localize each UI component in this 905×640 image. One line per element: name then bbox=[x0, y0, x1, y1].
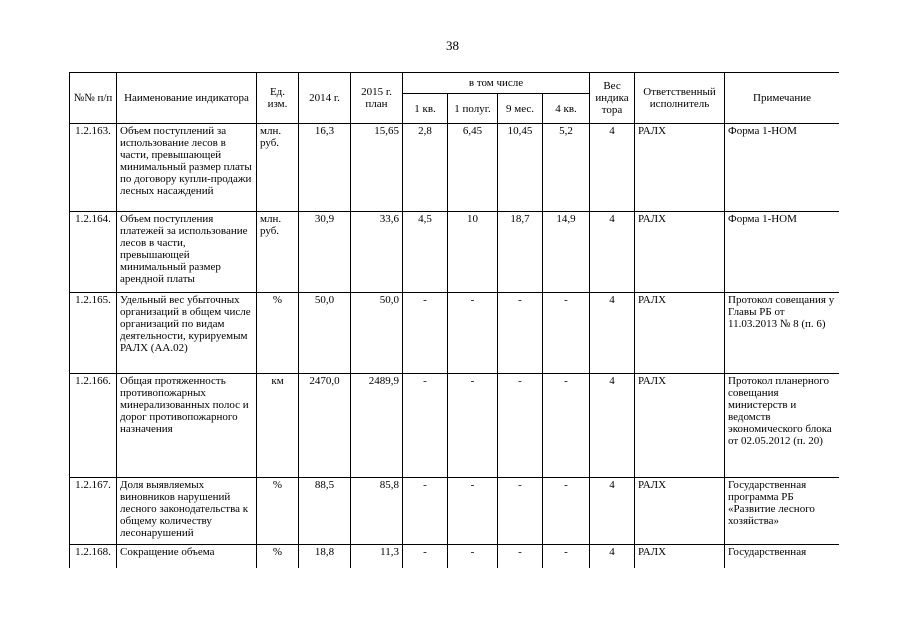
row-q1: 4,5 bbox=[403, 212, 448, 293]
row-2014: 30,9 bbox=[299, 212, 351, 293]
row-note: Форма 1-НОМ bbox=[725, 212, 839, 293]
row-2015: 15,65 bbox=[351, 124, 403, 212]
table-header bbox=[70, 73, 840, 124]
row-responsible: РАЛХ bbox=[635, 124, 725, 212]
header-2014: 2014 г. bbox=[299, 73, 351, 124]
table-row bbox=[70, 293, 840, 374]
indicator-table-container bbox=[69, 72, 839, 568]
row-note: Протокол планерного совещания министерств и ведомств экономического блока от 02.05.2012 (п. 20) bbox=[725, 374, 839, 478]
row-9m: - bbox=[498, 478, 543, 545]
table-row bbox=[70, 478, 840, 545]
row-q4: 5,2 bbox=[543, 124, 590, 212]
row-name: Объем поступлений за использование лесов в части, превышающей минимальный размер платы по договору купли-продажи лесных насаждений bbox=[117, 124, 257, 212]
row-9m: 18,7 bbox=[498, 212, 543, 293]
row-name: Объем поступления платежей за использование лесов в части, превышающей минимальный размер арендной платы bbox=[117, 212, 257, 293]
row-name: Сокращение объема bbox=[117, 545, 257, 569]
row-weight: 4 bbox=[590, 545, 635, 569]
header-9m: 9 мес. bbox=[498, 94, 543, 124]
table-row bbox=[70, 545, 840, 569]
table-row bbox=[70, 374, 840, 478]
row-2014: 18,8 bbox=[299, 545, 351, 569]
row-q1: - bbox=[403, 545, 448, 569]
header-including: в том числе bbox=[403, 73, 590, 94]
row-unit: % bbox=[257, 293, 299, 374]
row-num: 1.2.165. bbox=[70, 293, 117, 374]
row-unit: км bbox=[257, 374, 299, 478]
row-2014: 16,3 bbox=[299, 124, 351, 212]
header-name: Наименование индикатора bbox=[117, 73, 257, 124]
row-2015: 50,0 bbox=[351, 293, 403, 374]
row-num: 1.2.166. bbox=[70, 374, 117, 478]
row-note: Государственная программа РБ «Развитие лесного хозяйства» bbox=[725, 478, 839, 545]
row-num: 1.2.164. bbox=[70, 212, 117, 293]
row-name: Удельный вес убыточных организаций в общем числе организаций по видам деятельности, курируемым РАЛХ (АА.02) bbox=[117, 293, 257, 374]
row-responsible: РАЛХ bbox=[635, 293, 725, 374]
row-name: Общая протяженность противопожарных минерализованных полос и дорог противопожарного назначения bbox=[117, 374, 257, 478]
row-h1: - bbox=[448, 374, 498, 478]
table-row bbox=[70, 212, 840, 293]
row-2015: 33,6 bbox=[351, 212, 403, 293]
row-q1: - bbox=[403, 478, 448, 545]
row-weight: 4 bbox=[590, 293, 635, 374]
row-note: Государственная bbox=[725, 545, 839, 569]
row-2015: 2489,9 bbox=[351, 374, 403, 478]
row-num: 1.2.168. bbox=[70, 545, 117, 569]
row-weight: 4 bbox=[590, 124, 635, 212]
row-9m: 10,45 bbox=[498, 124, 543, 212]
header-responsible: Ответственный исполнитель bbox=[635, 73, 725, 124]
row-2014: 2470,0 bbox=[299, 374, 351, 478]
row-responsible: РАЛХ bbox=[635, 212, 725, 293]
row-h1: 6,45 bbox=[448, 124, 498, 212]
row-q1: - bbox=[403, 293, 448, 374]
row-2014: 50,0 bbox=[299, 293, 351, 374]
header-weight: Вес индика тора bbox=[590, 73, 635, 124]
row-h1: - bbox=[448, 293, 498, 374]
header-q1: 1 кв. bbox=[403, 94, 448, 124]
row-note: Форма 1-НОМ bbox=[725, 124, 839, 212]
indicator-table bbox=[69, 72, 839, 568]
row-responsible: РАЛХ bbox=[635, 374, 725, 478]
row-q4: - bbox=[543, 374, 590, 478]
row-q4: - bbox=[543, 293, 590, 374]
header-unit: Ед. изм. bbox=[257, 73, 299, 124]
row-h1: 10 bbox=[448, 212, 498, 293]
row-num: 1.2.163. bbox=[70, 124, 117, 212]
row-9m: - bbox=[498, 545, 543, 569]
row-unit: млн. руб. bbox=[257, 212, 299, 293]
row-unit: % bbox=[257, 478, 299, 545]
row-q1: - bbox=[403, 374, 448, 478]
header-num: №№ п/п bbox=[70, 73, 117, 124]
row-responsible: РАЛХ bbox=[635, 478, 725, 545]
header-2015-plan: 2015 г. план bbox=[351, 73, 403, 124]
row-2015: 11,3 bbox=[351, 545, 403, 569]
row-9m: - bbox=[498, 293, 543, 374]
row-2014: 88,5 bbox=[299, 478, 351, 545]
row-unit: млн. руб. bbox=[257, 124, 299, 212]
page-number: 38 bbox=[446, 38, 459, 53]
header-note: Примечание bbox=[725, 73, 839, 124]
table-body bbox=[70, 124, 840, 569]
header-q4: 4 кв. bbox=[543, 94, 590, 124]
row-q4: - bbox=[543, 545, 590, 569]
row-name: Доля выявляемых виновников нарушений лесного законодательства к общему количеству лесонарушений bbox=[117, 478, 257, 545]
table-row bbox=[70, 124, 840, 212]
header-h1: 1 полуг. bbox=[448, 94, 498, 124]
row-responsible: РАЛХ bbox=[635, 545, 725, 569]
row-note: Протокол совещания у Главы РБ от 11.03.2013 № 8 (п. 6) bbox=[725, 293, 839, 374]
row-h1: - bbox=[448, 478, 498, 545]
row-unit: % bbox=[257, 545, 299, 569]
row-q4: - bbox=[543, 478, 590, 545]
row-num: 1.2.167. bbox=[70, 478, 117, 545]
row-q1: 2,8 bbox=[403, 124, 448, 212]
row-weight: 4 bbox=[590, 478, 635, 545]
row-q4: 14,9 bbox=[543, 212, 590, 293]
row-weight: 4 bbox=[590, 374, 635, 478]
row-h1: - bbox=[448, 545, 498, 569]
row-weight: 4 bbox=[590, 212, 635, 293]
row-2015: 85,8 bbox=[351, 478, 403, 545]
row-9m: - bbox=[498, 374, 543, 478]
